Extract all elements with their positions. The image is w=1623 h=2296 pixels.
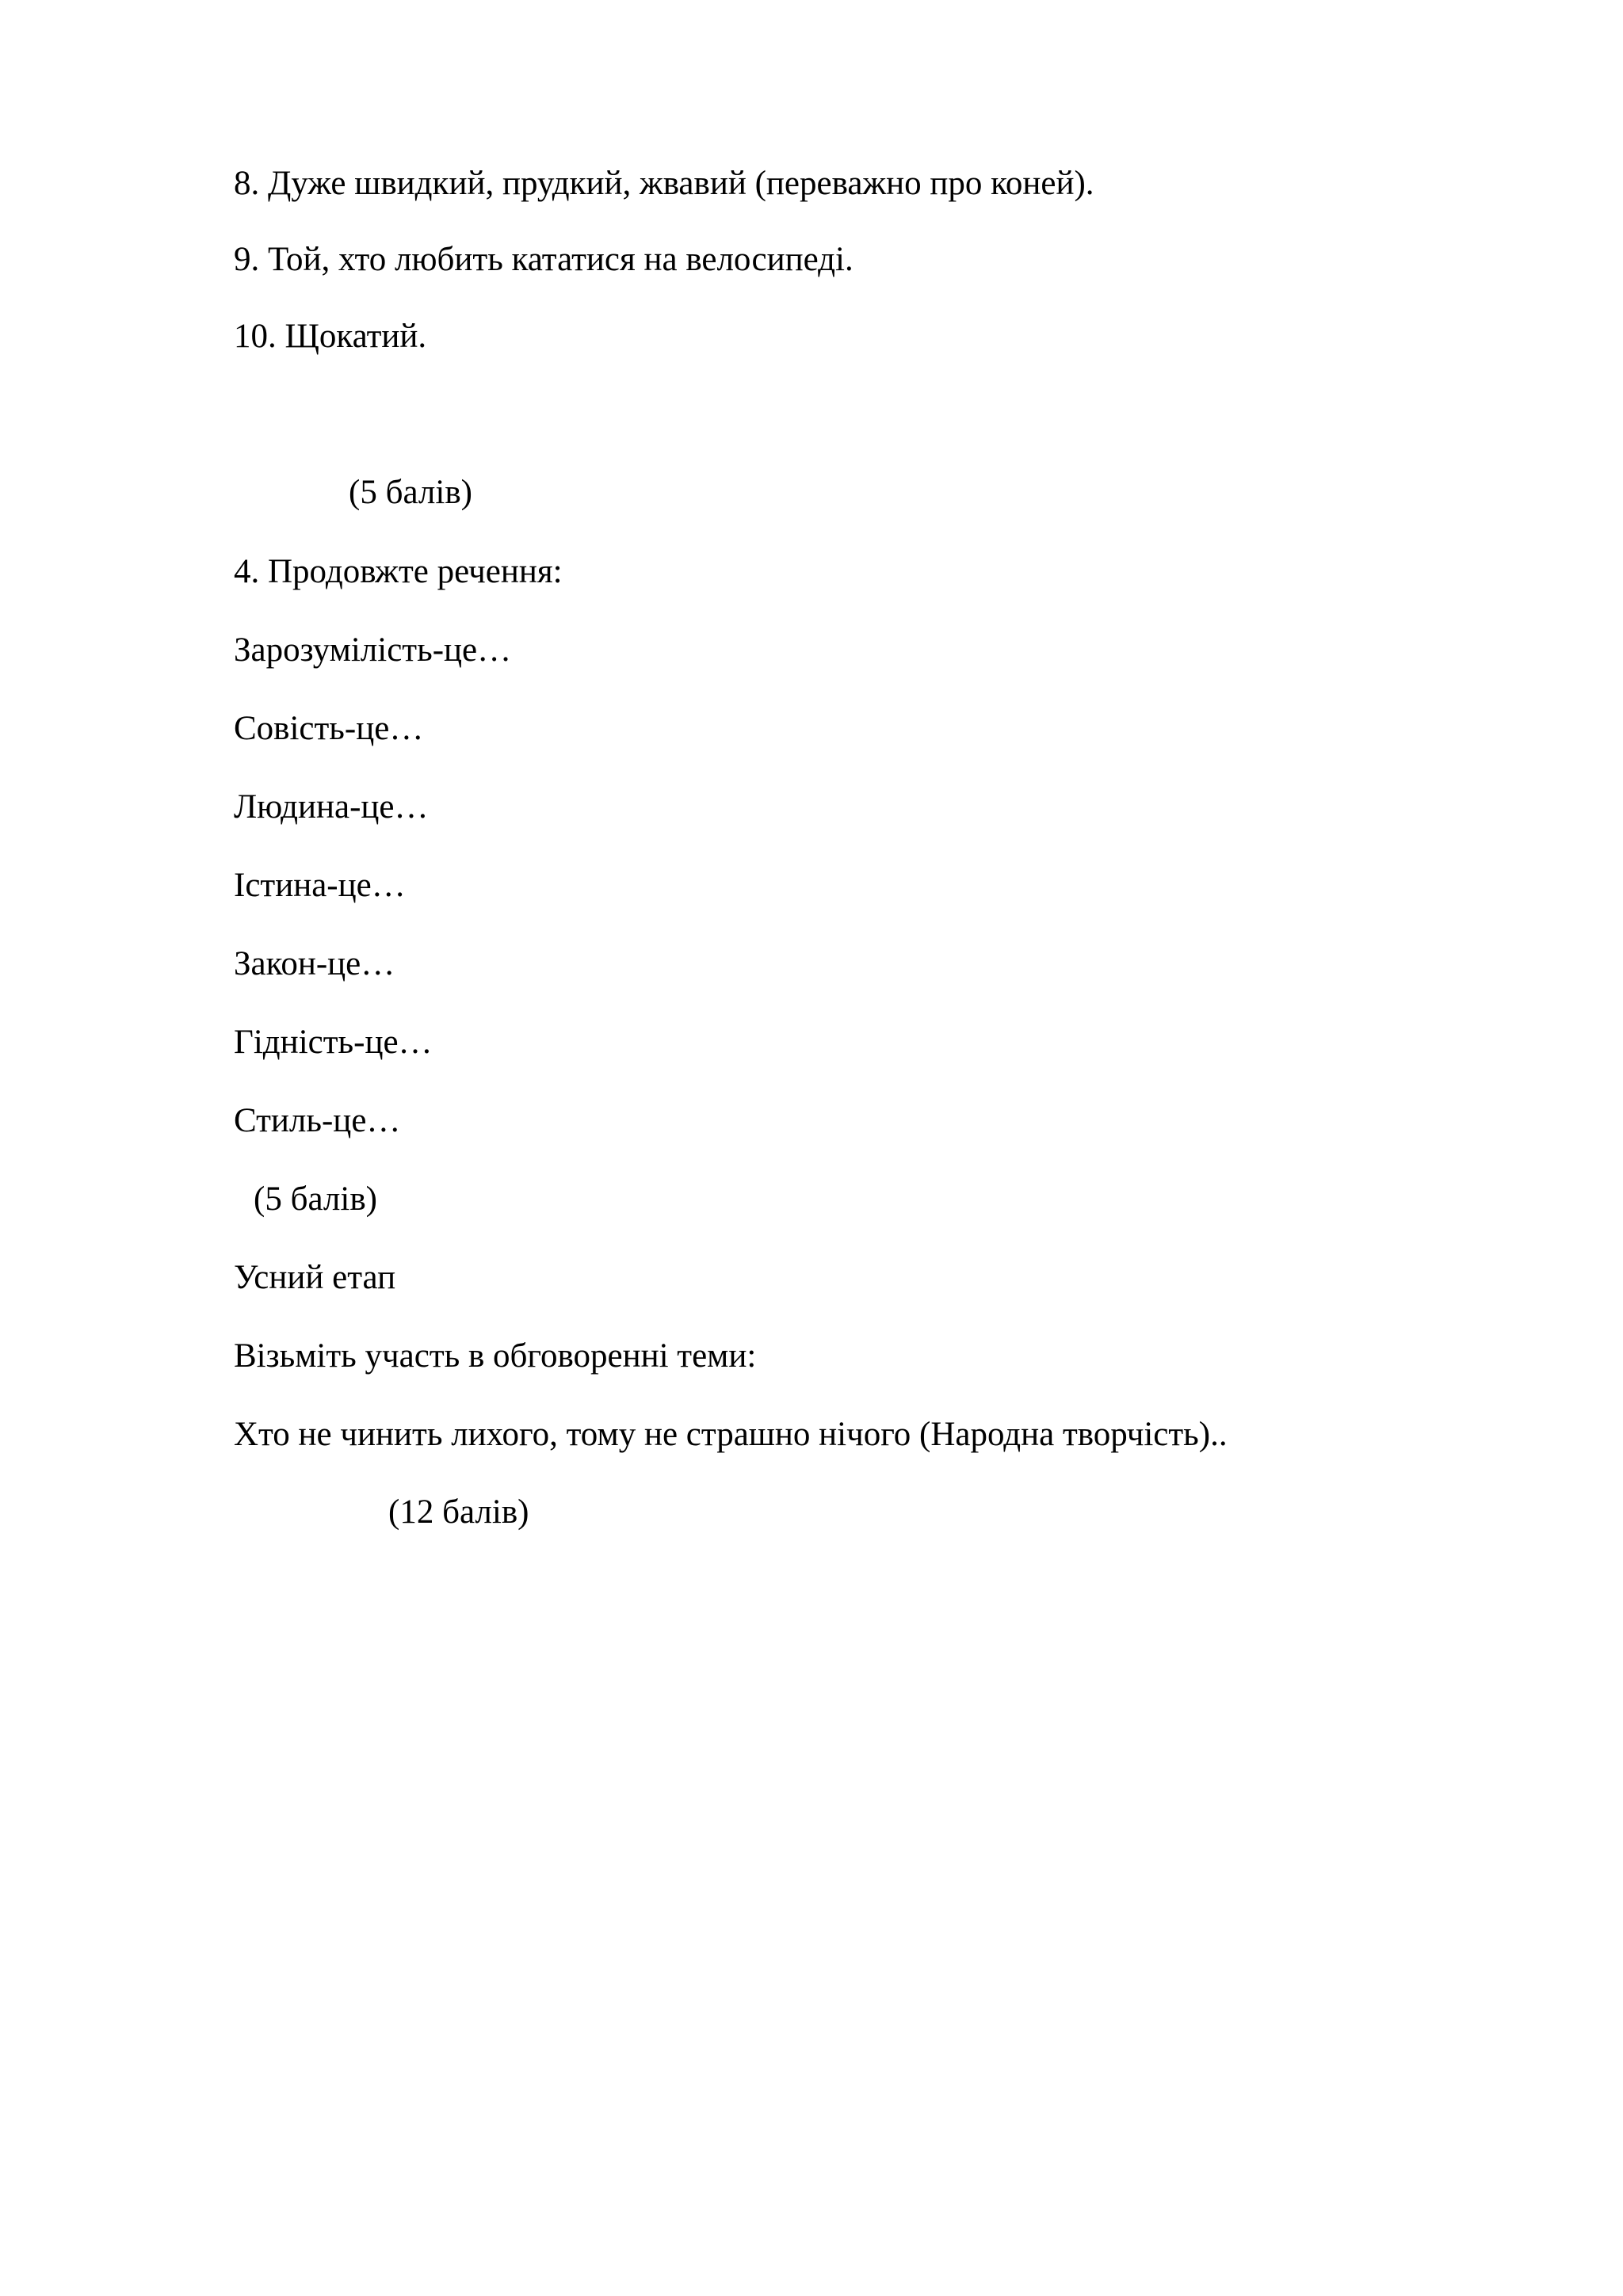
task-4-item-style: Стиль-це… — [234, 1102, 401, 1139]
definition-item-10: 10. Щокатий. — [234, 318, 427, 355]
task-4-item-arrogance: Зарозумілість-це… — [234, 631, 512, 669]
score-task-3: (5 балів) — [349, 474, 472, 511]
oral-stage-title: Усний етап — [234, 1259, 396, 1296]
score-oral: (12 балів) — [388, 1493, 529, 1531]
oral-topic: Хто не чинить лихого, тому не страшно нічого (Народна творчість).. — [234, 1416, 1228, 1453]
score-task-4: (5 балів) — [254, 1180, 377, 1218]
oral-instruction: Візьміть участь в обговоренні теми: — [234, 1337, 757, 1375]
task-4-item-law: Закон-це… — [234, 945, 395, 982]
task-4-title: 4. Продовжте речення: — [234, 553, 563, 590]
task-4-item-truth: Істина-це… — [234, 867, 406, 904]
task-4-item-conscience: Совість-це… — [234, 710, 424, 747]
definition-item-8: 8. Дуже швидкий, прудкий, жвавий (переважно про коней). — [234, 165, 1094, 202]
definition-item-9: 9. Той, хто любить кататися на велосипеді. — [234, 241, 854, 278]
task-4-item-human: Людина-це… — [234, 788, 429, 826]
task-4-item-dignity: Гідність-це… — [234, 1024, 433, 1061]
